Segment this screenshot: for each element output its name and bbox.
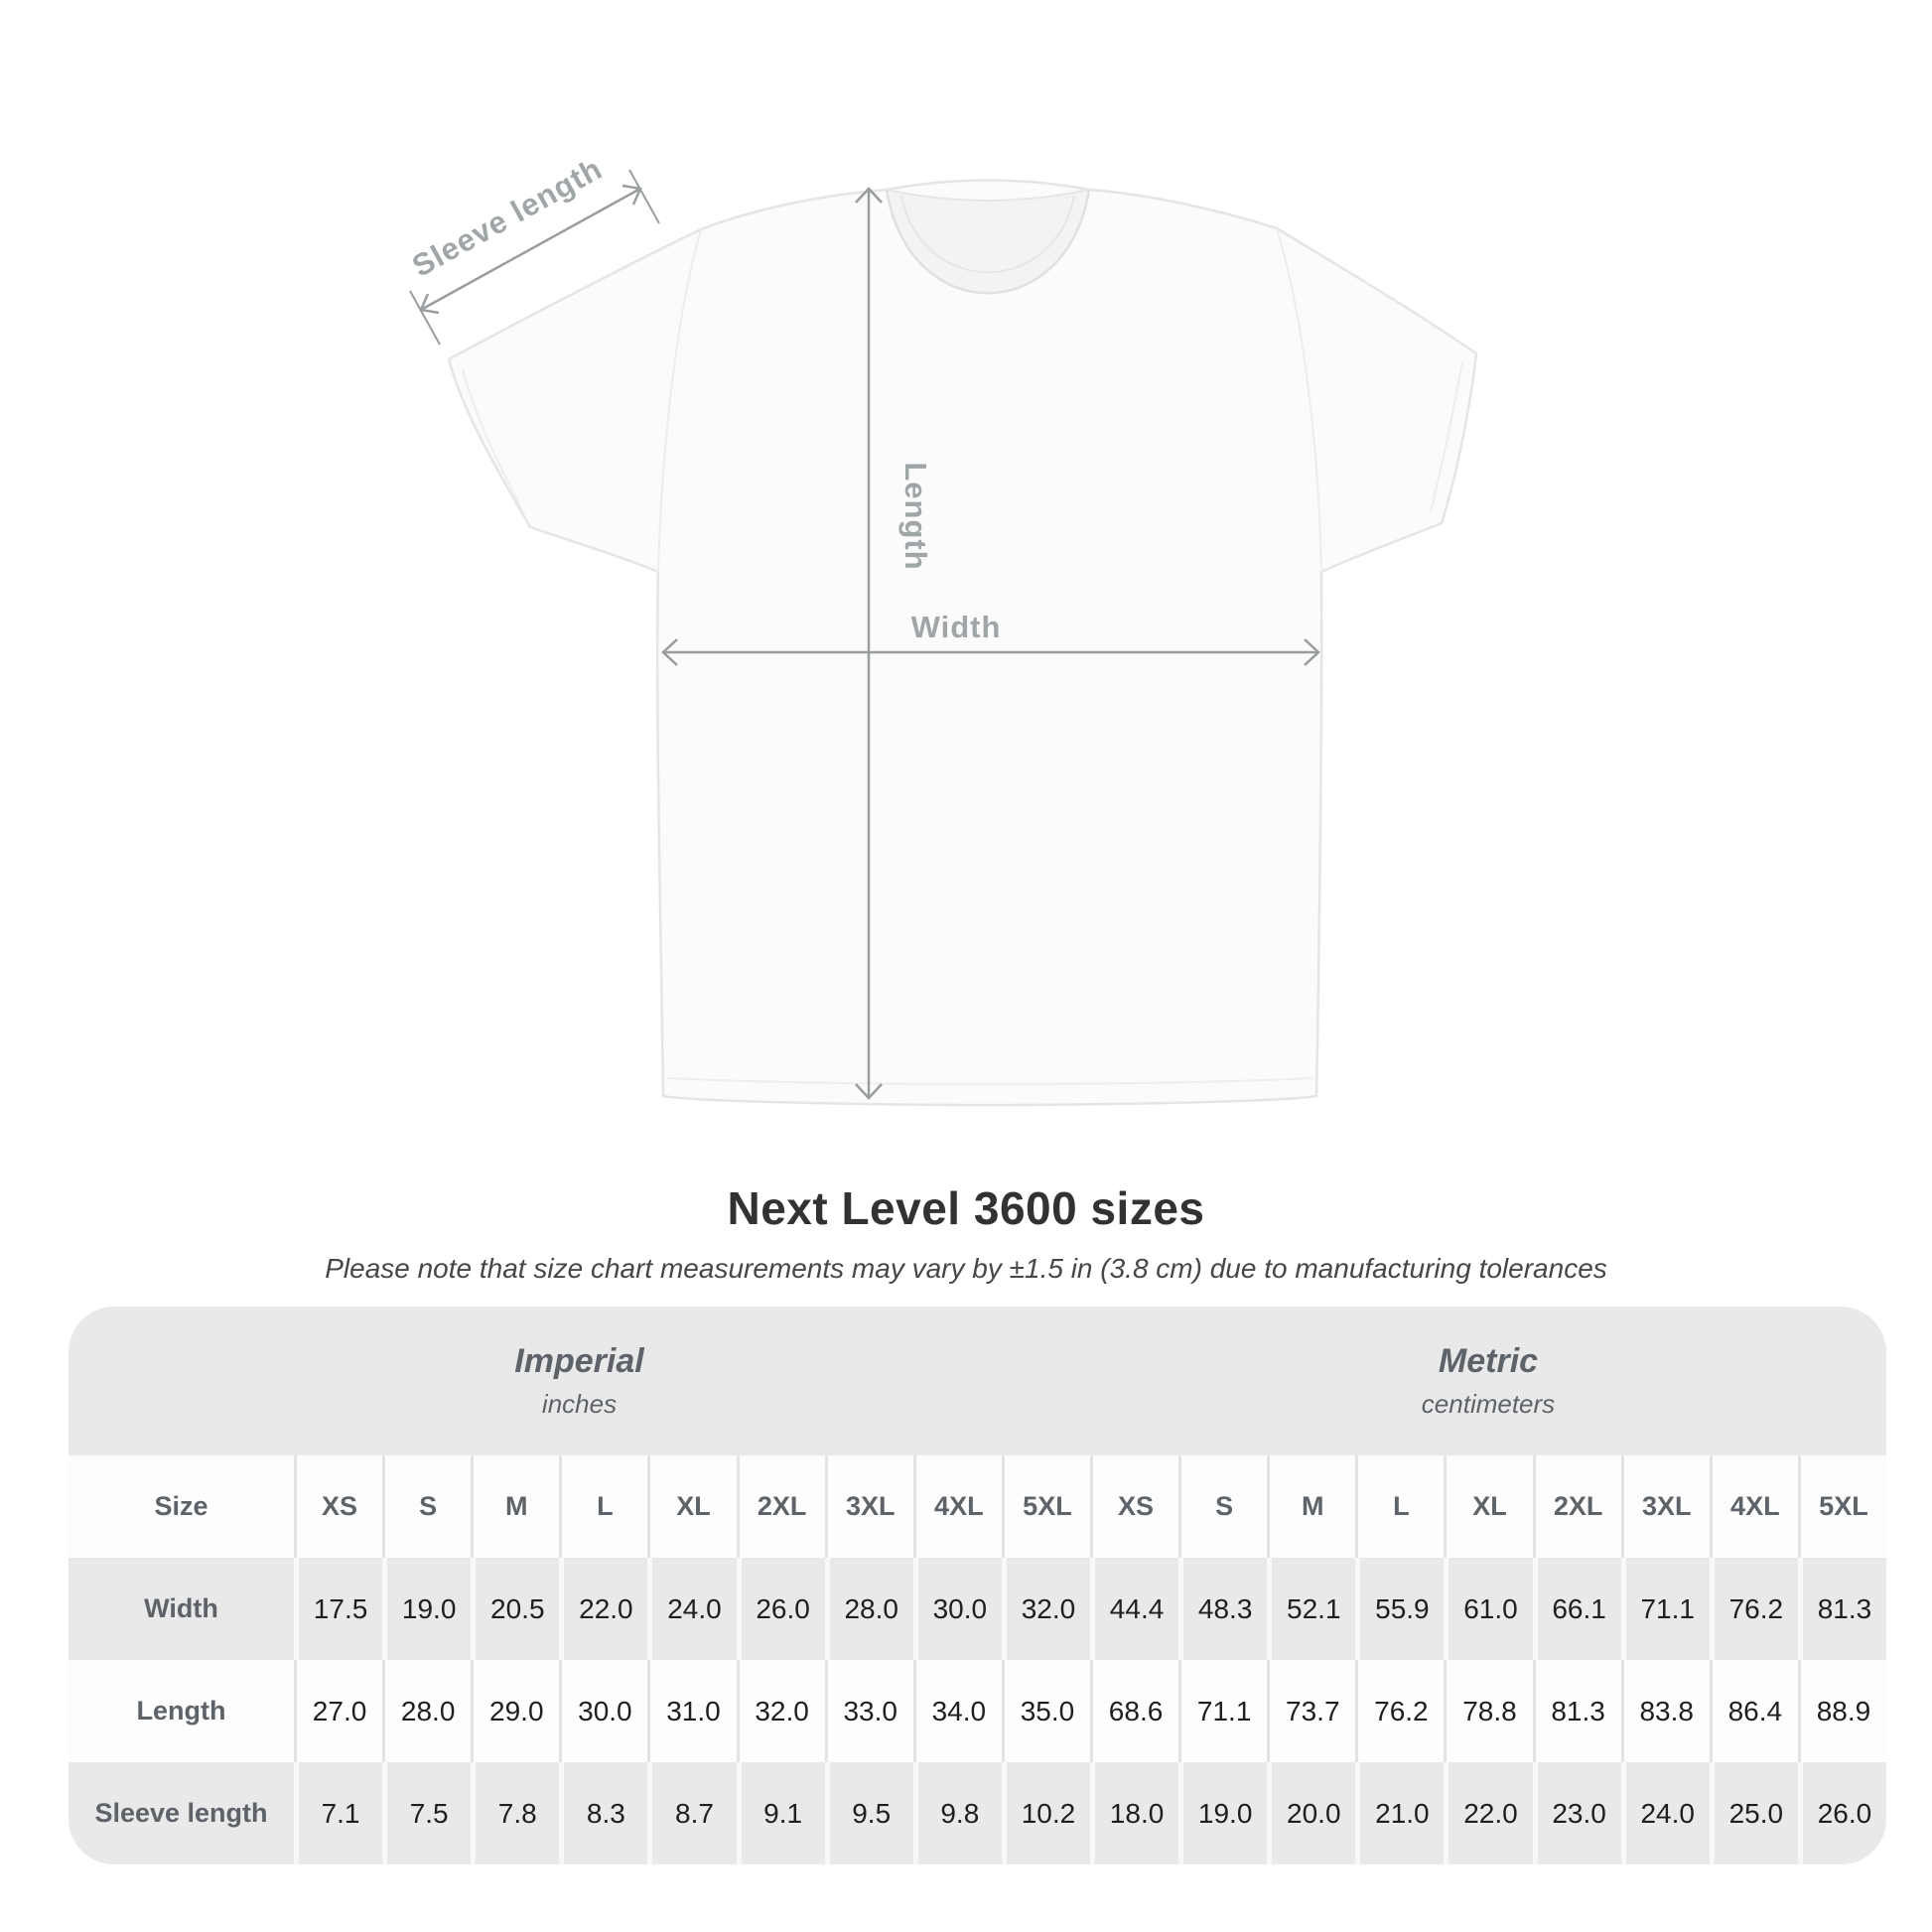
sleeve-length-imperial-value: 7.1 [294,1762,382,1864]
length-imperial-value: 33.0 [825,1660,913,1762]
sleeve-length-imperial-value: 9.5 [825,1762,913,1864]
width-imperial-value: 22.0 [559,1558,647,1660]
length-metric-value: 83.8 [1621,1660,1710,1762]
sleeve-length-metric-value: 20.0 [1267,1762,1355,1864]
width-metric-value: 76.2 [1710,1558,1798,1660]
sleeve-length-metric-value: 23.0 [1533,1762,1621,1864]
size-col-metric-m: M [1267,1455,1355,1558]
size-col-metric-s: S [1178,1455,1267,1558]
metric-label: Metric [1438,1342,1539,1380]
size-header-cell: Size [69,1455,294,1558]
length-imperial-value: 29.0 [471,1660,559,1762]
size-col-imperial-xl: XL [647,1455,736,1558]
unit-header-row [69,1307,1886,1455]
size-table-card [69,1307,1886,1864]
sleeve-length-imperial-value: 9.1 [737,1762,825,1864]
length-metric-value: 78.8 [1444,1660,1532,1762]
width-metric-value: 61.0 [1444,1558,1532,1660]
sleeve-length-metric-value: 22.0 [1444,1762,1532,1864]
sleeve-length-imperial-value: 8.3 [559,1762,647,1864]
width-metric-value: 44.4 [1090,1558,1178,1660]
sleeve-length-imperial-value: 10.2 [1002,1762,1090,1864]
length-imperial-value: 30.0 [559,1660,647,1762]
sleeve-length-imperial-value: 8.7 [647,1762,736,1864]
sleeve-length-label: Sleeve length [406,150,609,284]
length-imperial-value: 27.0 [294,1660,382,1762]
width-metric-value: 48.3 [1178,1558,1267,1660]
length-imperial-value: 32.0 [737,1660,825,1762]
imperial-label: Imperial [514,1342,644,1380]
width-imperial-value: 17.5 [294,1558,382,1660]
length-metric-value: 71.1 [1178,1660,1267,1762]
size-col-metric-4xl: 4XL [1710,1455,1798,1558]
width-metric-value: 66.1 [1533,1558,1621,1660]
row-label-sleeve-length: Sleeve length [69,1762,294,1864]
length-imperial-value: 34.0 [913,1660,1002,1762]
size-col-imperial-3xl: 3XL [825,1455,913,1558]
length-label: Length [898,462,933,571]
sleeve-length-metric-value: 19.0 [1178,1762,1267,1864]
length-metric-value: 86.4 [1710,1660,1798,1762]
length-imperial-value: 31.0 [647,1660,736,1762]
width-metric-value: 52.1 [1267,1558,1355,1660]
size-col-imperial-5xl: 5XL [1002,1455,1090,1558]
sleeve-extension-tick-top [629,170,659,223]
imperial-unit-label: inches [541,1389,618,1419]
width-metric-value: 71.1 [1621,1558,1710,1660]
size-col-metric-xl: XL [1444,1455,1532,1558]
width-imperial-value: 24.0 [647,1558,736,1660]
size-col-metric-2xl: 2XL [1533,1455,1621,1558]
sleeve-length-metric-value: 24.0 [1621,1762,1710,1864]
width-imperial-value: 26.0 [737,1558,825,1660]
sleeve-length-metric-value: 26.0 [1798,1762,1886,1864]
metric-unit-label: centimeters [1421,1389,1556,1419]
length-metric-value: 88.9 [1798,1660,1886,1762]
length-metric-value: 73.7 [1267,1660,1355,1762]
size-col-imperial-xs: XS [294,1455,382,1558]
sleeve-length-metric-value: 25.0 [1710,1762,1798,1864]
width-imperial-value: 28.0 [825,1558,913,1660]
size-col-imperial-l: L [559,1455,647,1558]
sleeve-length-metric-value: 21.0 [1355,1762,1444,1864]
length-metric-value: 76.2 [1355,1660,1444,1762]
width-imperial-value: 32.0 [1002,1558,1090,1660]
width-label: Width [910,610,1002,644]
width-imperial-value: 30.0 [913,1558,1002,1660]
length-metric-value: 81.3 [1533,1660,1621,1762]
width-metric-value: 81.3 [1798,1558,1886,1660]
row-label-width: Width [69,1558,294,1660]
row-label-length: Length [69,1660,294,1762]
sleeve-arrow-top [622,186,640,205]
size-col-metric-3xl: 3XL [1621,1455,1710,1558]
width-imperial-value: 19.0 [382,1558,471,1660]
size-col-metric-xs: XS [1090,1455,1178,1558]
sleeve-arrow-bottom [421,294,439,313]
sleeve-length-imperial-value: 9.8 [913,1762,1002,1864]
sleeve-length-imperial-value: 7.5 [382,1762,471,1864]
length-imperial-value: 35.0 [1002,1660,1090,1762]
size-col-imperial-s: S [382,1455,471,1558]
size-grid [69,1455,1886,1864]
size-col-imperial-m: M [471,1455,559,1558]
size-col-imperial-4xl: 4XL [913,1455,1002,1558]
imperial-header [69,1307,1090,1455]
page-title: Next Level 3600 sizes [727,1182,1205,1234]
length-imperial-value: 28.0 [382,1660,471,1762]
size-col-metric-5xl: 5XL [1798,1455,1886,1558]
width-metric-value: 55.9 [1355,1558,1444,1660]
length-metric-value: 68.6 [1090,1660,1178,1762]
metric-header [1090,1307,1886,1455]
sleeve-length-imperial-value: 7.8 [471,1762,559,1864]
page-subtitle: Please note that size chart measurements may vary by ±1.5 in (3.8 cm) due to manufacturing tolerances [325,1253,1607,1284]
width-imperial-value: 20.5 [471,1558,559,1660]
sleeve-length-metric-value: 18.0 [1090,1762,1178,1864]
size-col-metric-l: L [1355,1455,1444,1558]
size-col-imperial-2xl: 2XL [737,1455,825,1558]
